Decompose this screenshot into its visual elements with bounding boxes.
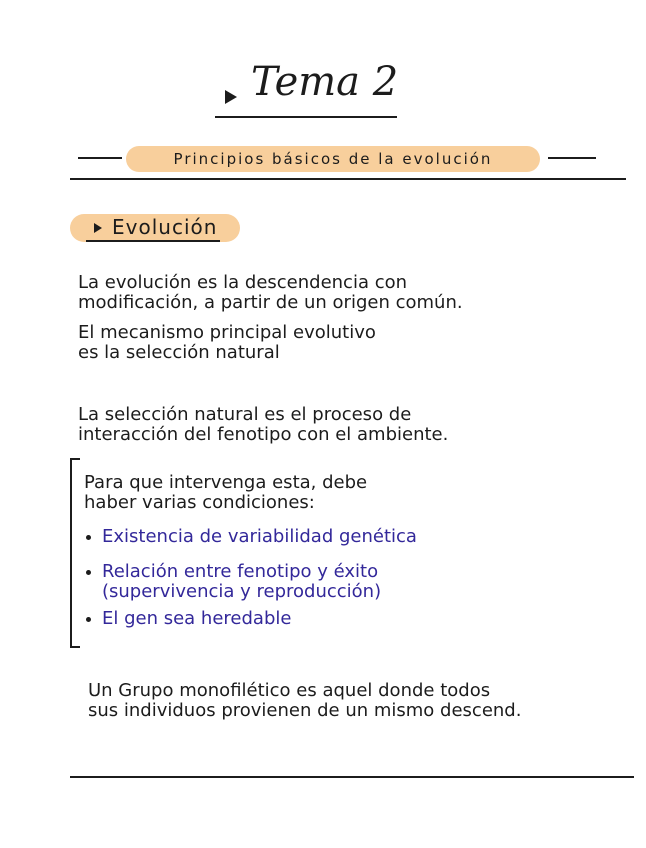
- section-underline: [86, 240, 220, 242]
- banner-line-right: [548, 157, 596, 159]
- bullet-dot-icon: [86, 535, 91, 540]
- condition-item: Relación entre fenotipo y éxito: [102, 561, 379, 582]
- banner-divider: [70, 178, 626, 180]
- bullet-dot-icon: [86, 617, 91, 622]
- title-underline: [215, 116, 397, 118]
- paragraph-line: es la selección natural: [78, 342, 280, 363]
- page-title: Tema 2: [251, 59, 399, 105]
- title-block: [215, 52, 400, 122]
- condition-item-sub: (supervivencia y reproducción): [102, 581, 382, 602]
- bottom-divider: [70, 776, 634, 778]
- paragraph-line: La evolución es la descendencia con: [78, 272, 408, 293]
- conditions-bracket: [70, 458, 80, 648]
- paragraph-line: El mecanismo principal evolutivo: [78, 322, 376, 343]
- paragraph-line: Para que intervenga esta, debe: [84, 472, 368, 493]
- paragraph-line: sus individuos provienen de un mismo descend.: [88, 700, 522, 721]
- paragraph-line: Un Grupo monofilético es aquel donde todos: [88, 680, 491, 701]
- section-title: Evolución: [112, 215, 218, 239]
- bullet-dot-icon: [86, 570, 91, 575]
- paragraph-line: interacción del fenotipo con el ambiente.: [78, 424, 449, 445]
- banner-line-left: [78, 157, 122, 159]
- paragraph-line: haber varias condiciones:: [84, 492, 315, 513]
- section-arrow-icon: [94, 223, 102, 233]
- condition-item: El gen sea heredable: [102, 608, 292, 629]
- paragraph-line: modificación, a partir de un origen común.: [78, 292, 463, 313]
- subtitle-banner: Principios básicos de la evolución: [126, 146, 540, 172]
- title-arrow-icon: [225, 90, 237, 104]
- condition-item: Existencia de variabilidad genética: [102, 526, 417, 547]
- paragraph-line: La selección natural es el proceso de: [78, 404, 412, 425]
